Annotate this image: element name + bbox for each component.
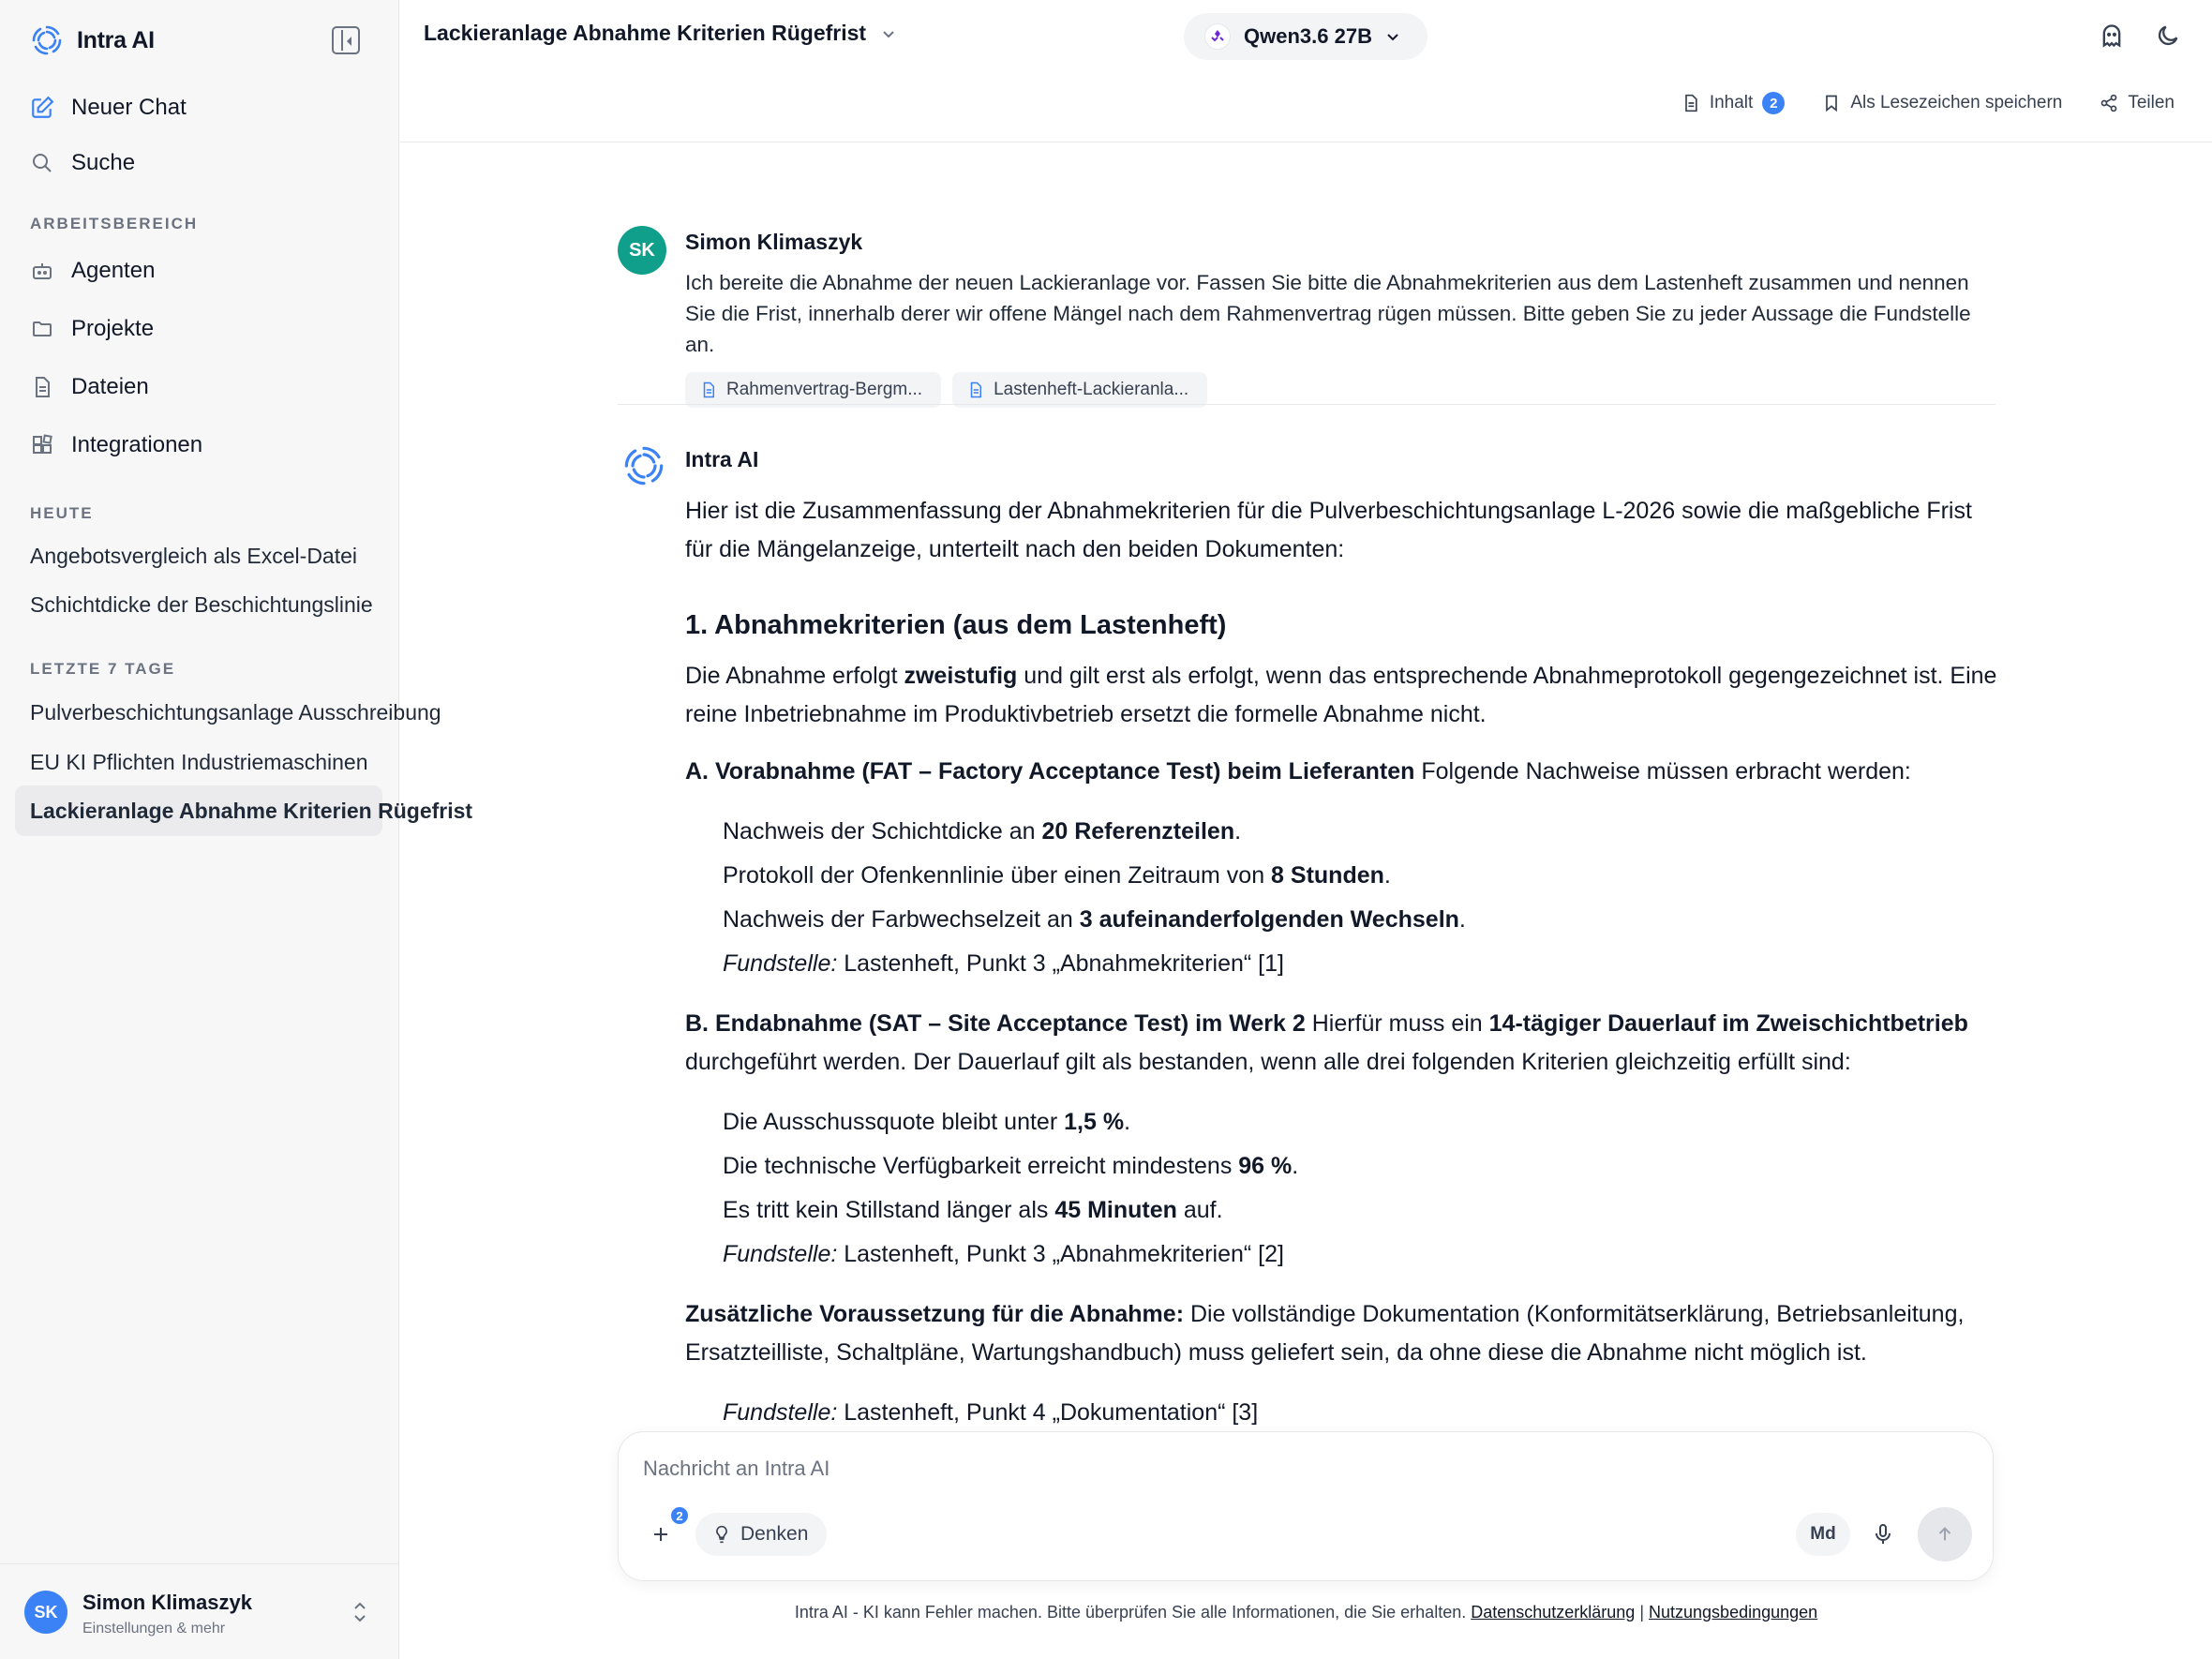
section-label-last-7-days: LETZTE 7 TAGE — [30, 660, 176, 678]
new-chat-button[interactable] — [15, 84, 382, 131]
section-label-workspace: ARBEITSBEREICH — [30, 215, 199, 232]
sidebar-item-label: Integrationen — [71, 432, 203, 457]
user-menu[interactable] — [0, 1563, 399, 1659]
ai-paragraph: Die Abnahme erfolgt zweistufig und gilt erst als erfolgt, wenn das entsprechende Abnahmeprotokoll gegengezeichnet ist. Eine reine Inbetriebnahme im Produktivbetrieb ersetzt die formelle Abnahme nicht. — [685, 663, 1997, 727]
send-button[interactable] — [1918, 1507, 1972, 1562]
avatar: SK — [24, 1591, 67, 1634]
bot-icon — [30, 259, 54, 283]
brand-name: Intra AI — [77, 26, 155, 53]
lightbulb-icon — [712, 1525, 731, 1544]
document-icon — [1681, 94, 1700, 112]
sidebar-item-projects[interactable] — [15, 306, 382, 352]
assistant-message-body — [685, 492, 1997, 1454]
model-selector[interactable] — [1184, 13, 1427, 60]
search-button[interactable] — [15, 140, 382, 187]
bookmark-icon — [1822, 94, 1841, 112]
section-label-today: HEUTE — [30, 504, 94, 522]
footer-disclaimer: Intra AI - KI kann Fehler machen. Bitte überprüfen Sie alle Informationen, die Sie erhalten. Datenschutzerklärung | Nutzungsbedingungen — [794, 1603, 1818, 1622]
content-count-badge: 2 — [1762, 92, 1785, 114]
ai-list — [685, 1100, 1997, 1277]
plus-icon — [650, 1523, 672, 1546]
history-item-active[interactable]: Lackieranlage Abnahme Kriterien Rügefrist — [15, 785, 382, 836]
source-reference: Fundstelle: Lastenheft, Punkt 3 „Abnahmekriterien“ [2] — [723, 1241, 1284, 1267]
user-name: Simon Klimaszyk — [82, 1591, 252, 1614]
sidebar — [0, 0, 473, 1659]
divider — [618, 404, 1995, 405]
ghost-icon[interactable] — [2099, 22, 2125, 49]
terms-link[interactable]: Nutzungsbedingungen — [1649, 1603, 1818, 1622]
model-logo-icon — [1204, 23, 1231, 50]
history-item[interactable]: Angebotsvergleich als Excel-Datei — [30, 543, 358, 568]
chevron-down-icon — [1385, 29, 1400, 44]
moon-icon[interactable] — [2155, 22, 2181, 49]
search-icon — [30, 151, 54, 175]
edit-icon — [30, 96, 54, 120]
attachment-chip[interactable]: Rahmenvertrag-Bergm... — [685, 372, 941, 408]
ai-heading: 1. Abnahmekriterien (aus dem Lastenheft) — [685, 610, 1227, 640]
message-sender: Intra AI — [685, 447, 759, 471]
history-item[interactable]: EU KI Pflichten Industriemaschinen — [30, 749, 368, 774]
folder-icon — [30, 317, 54, 341]
brand[interactable] — [30, 21, 155, 60]
source-reference: Fundstelle: Lastenheft, Punkt 3 „Abnahmekriterien“ [1] — [723, 950, 1284, 977]
ai-paragraph: A. Vorabnahme (FAT – Factory Acceptance Test) beim Lieferanten Folgende Nachweise müssen erbracht werden: — [685, 758, 1911, 785]
sidebar-item-files[interactable] — [15, 364, 382, 411]
ai-list — [685, 810, 1997, 986]
ai-paragraph: Zusätzliche Voraussetzung für die Abnahme: Die vollständige Dokumentation (Konformitätserklärung, Betriebsanleitung, Ersatzteilliste, Schaltpläne, Wartungshandbuch) muss geliefert sein, da ohne diese die Abnahme nicht möglich ist. — [685, 1301, 1965, 1366]
user-settings-label: Einstellungen & mehr — [82, 1621, 226, 1637]
document-icon — [700, 381, 717, 398]
ai-paragraph: B. Endabnahme (SAT – Site Acceptance Test) im Werk 2 Hierfür muss ein 14-tägiger Dauerlauf im Zweischichtbetrieb durchgeführt werden. Der Dauerlauf gilt als bestanden, wenn alle drei folgenden Kriterien gleichzeitig erfüllt sind: — [685, 1010, 1968, 1075]
microphone-button[interactable] — [1861, 1513, 1905, 1556]
sidebar-item-label: Agenten — [71, 258, 156, 283]
chat-title-dropdown[interactable] — [424, 21, 896, 46]
sidebar-item-label: Dateien — [71, 374, 149, 399]
history-item[interactable]: Schichtdicke der Beschichtungslinie — [30, 591, 373, 617]
think-label: Denken — [740, 1523, 809, 1545]
message-sender: Simon Klimaszyk — [685, 230, 863, 254]
chat-header — [400, 0, 2212, 142]
list-item: Protokoll der Ofenkennlinie über einen Zeitraum von 8 Stunden. — [723, 862, 1391, 889]
share-label: Teilen — [2128, 93, 2175, 112]
chat-area — [400, 143, 2212, 1426]
share-icon — [2100, 94, 2118, 112]
share-button[interactable] — [2100, 93, 2175, 113]
message-composer — [618, 1431, 1994, 1581]
bookmark-button[interactable] — [1822, 93, 2062, 113]
new-chat-label: Neuer Chat — [71, 95, 187, 120]
message-input[interactable] — [643, 1457, 1955, 1494]
user-message-text: Ich bereite die Abnahme der neuen Lackieranlage vor. Fassen Sie bitte die Abnahmekriterien aus dem Lastenheft zusammen und nennen Sie die Frist, innerhalb derer wir offene Mängel nach dem Rahmenvertrag rügen müssen. Bitte geben Sie zu jeder Aussage die Fundstelle an. — [685, 271, 1971, 356]
model-name: Qwen3.6 27B — [1244, 24, 1372, 48]
list-item: Nachweis der Schichtdicke an 20 Referenzteilen. — [723, 818, 1242, 844]
list-item: Die technische Verfügbarkeit erreicht mindestens 96 %. — [723, 1153, 1299, 1179]
collapse-sidebar-icon[interactable] — [332, 26, 360, 54]
search-label: Suche — [71, 150, 136, 175]
sidebar-item-label: Projekte — [71, 316, 155, 341]
arrow-up-icon — [1935, 1524, 1955, 1545]
microphone-icon — [1872, 1523, 1894, 1546]
think-toggle[interactable] — [695, 1513, 827, 1556]
markdown-toggle[interactable]: Md — [1796, 1513, 1850, 1556]
attach-count-badge: 2 — [669, 1505, 690, 1526]
list-item: Es tritt kein Stillstand länger als 45 Minuten auf. — [723, 1197, 1223, 1223]
chat-title: Lackieranlage Abnahme Kriterien Rügefrist — [424, 21, 867, 45]
content-button[interactable] — [1681, 92, 1785, 114]
sidebar-item-agents[interactable] — [15, 247, 382, 294]
document-icon — [967, 381, 984, 398]
bookmark-label: Als Lesezeichen speichern — [1850, 93, 2063, 112]
sidebar-item-integrations[interactable] — [15, 422, 382, 469]
chevron-up-down-icon — [352, 1600, 367, 1624]
history-item[interactable]: Pulverbeschichtungsanlage Ausschreibung — [30, 699, 441, 725]
file-icon — [30, 375, 54, 399]
grid-icon — [30, 433, 54, 457]
list-item: Die Ausschussquote bleibt unter 1,5 %. — [723, 1109, 1131, 1135]
source-reference: Fundstelle: Lastenheft, Punkt 4 „Dokumentation“ [3] — [723, 1399, 1259, 1426]
ai-list — [685, 1391, 1997, 1435]
header-toolbar — [1681, 92, 2175, 114]
intra-ai-logo-icon — [30, 23, 64, 57]
list-item: Nachweis der Farbwechselzeit an 3 aufeinanderfolgenden Wechseln. — [723, 906, 1466, 933]
content-label: Inhalt — [1709, 93, 1754, 112]
attachment-chip[interactable]: Lastenheft-Lackieranla... — [952, 372, 1207, 408]
chevron-down-icon — [881, 26, 896, 41]
ai-intro: Hier ist die Zusammenfassung der Abnahmekriterien für die Pulverbeschichtungsanlage L-2026 sowie die maßgebliche Frist für die Mängelanzeige, unterteilt nach den beiden Dokumenten: — [685, 498, 1972, 562]
intra-ai-logo-icon — [621, 443, 666, 488]
privacy-link[interactable]: Datenschutzerklärung — [1471, 1603, 1636, 1622]
user-avatar: SK — [618, 226, 666, 275]
attachments — [685, 372, 1207, 408]
